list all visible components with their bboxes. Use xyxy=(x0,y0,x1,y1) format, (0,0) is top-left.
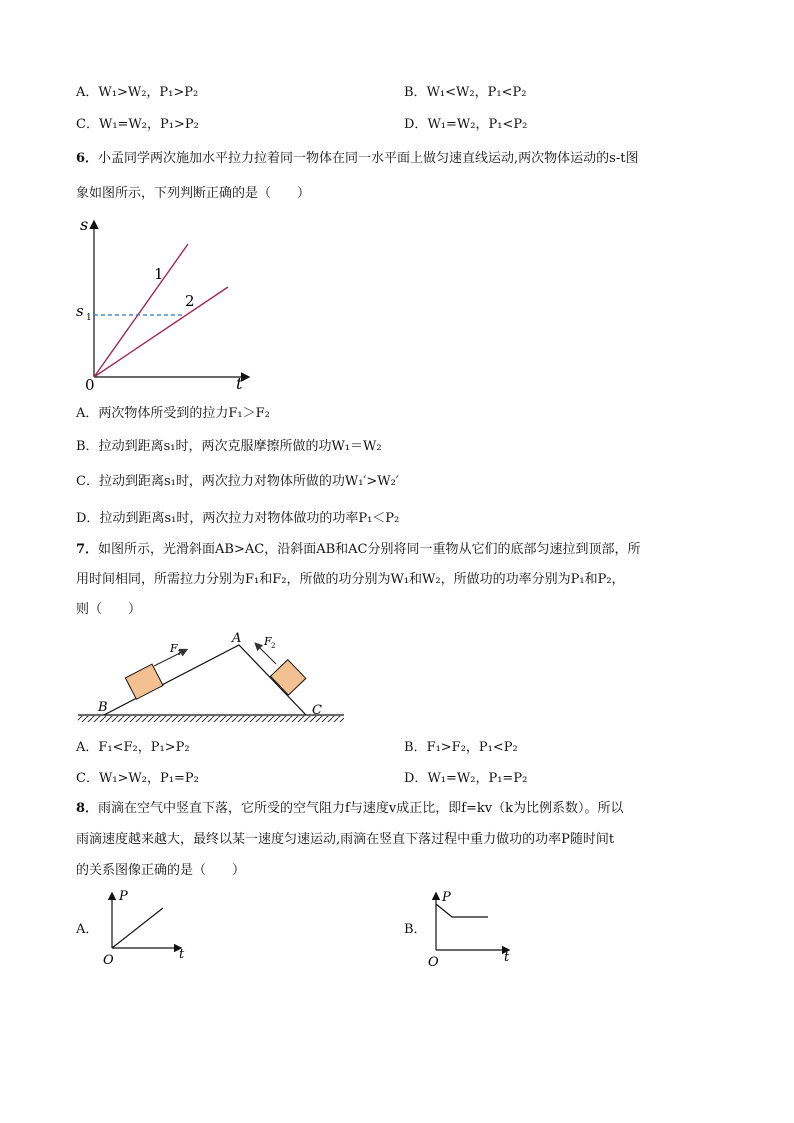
q7-f2-label: F xyxy=(264,635,272,648)
q8-number: 8． xyxy=(76,801,99,816)
q5-option-a-label: A． xyxy=(76,85,99,100)
q6-s1-sub: 1 xyxy=(86,313,92,323)
q8a-p-label: P xyxy=(119,889,128,904)
q7-option-c-label: C． xyxy=(76,771,99,786)
q6-line-2-label: 2 xyxy=(185,292,195,310)
q6-stem-line2: 象如图所示，下列判断正确的是（ ） xyxy=(76,186,311,201)
q7-block-ac xyxy=(270,660,305,695)
q8a-curve xyxy=(112,908,163,948)
q8-stem-line3: 的关系图像正确的是（ ） xyxy=(76,863,246,878)
q6-option-c-label: C． xyxy=(76,474,99,489)
q8-stem-line2: 雨滴速度越来越大，最终以某一速度匀速运动,雨滴在竖直下落过程中重力做功的功率P随时间t xyxy=(76,832,615,847)
q5-option-a[interactable] xyxy=(76,84,198,102)
q6-option-d-text: 拉动到距离s₁时，两次拉力对物体做功的功率P₁＜P₂ xyxy=(99,511,400,526)
q5-option-d-label: D． xyxy=(404,117,428,132)
q7-f1-label: F xyxy=(170,642,178,655)
q7-label-a: A xyxy=(232,631,242,646)
q7-stem-text1: 如图所示，光滑斜面AB>AC，沿斜面AB和AC分别将同一重物从它们的底部匀速拉到顶部，所 xyxy=(98,542,641,557)
q6-option-a-text: 两次物体所受到的拉力F₁＞F₂ xyxy=(98,406,270,421)
q6-option-d-label: D． xyxy=(76,511,100,526)
q5-option-c-label: C． xyxy=(76,117,99,132)
q7-incline-figure xyxy=(74,628,350,728)
q6-option-b[interactable] xyxy=(76,438,382,456)
q8b-p-label: P xyxy=(442,890,451,905)
q7-label-b: B xyxy=(98,700,108,715)
q6-option-b-label: B． xyxy=(76,439,99,454)
q7-f2-sub: 2 xyxy=(271,642,276,650)
q6-stem-text1: 小孟同学两次施加水平拉力拉着同一物体在同一水平面上做匀速直线运动,两次物体运动的s-t图 xyxy=(98,151,639,166)
q8a-t-label: t xyxy=(179,947,185,962)
q8b-curve xyxy=(436,904,488,917)
q8-stem-text1: 雨滴在空气中竖直下落，它所受的空气阻力f与速度v成正比，即f=kv（k为比例系数）。所以 xyxy=(98,801,624,816)
q5-option-b-label: B． xyxy=(404,85,427,100)
q7-f1-sub: 1 xyxy=(177,649,182,657)
q8b-t-label: t xyxy=(504,950,510,965)
q6-line-1-label: 1 xyxy=(154,265,164,283)
q7-number: 7． xyxy=(76,542,99,557)
q8a-origin-label: O xyxy=(103,953,114,968)
q5-option-b[interactable] xyxy=(404,84,526,102)
q6-option-c-text: 拉动到距离s₁时，两次拉力对物体所做的功W₁′>W₂′ xyxy=(98,474,399,489)
q7-option-a-text: F₁<F₂，P₁>P₂ xyxy=(98,740,190,755)
q5-option-c-text: W₁=W₂，P₁>P₂ xyxy=(98,117,199,132)
q7-option-a[interactable] xyxy=(76,739,190,757)
q7-option-b-text: F₁>F₂，P₁<P₂ xyxy=(426,740,518,755)
q7-option-d[interactable] xyxy=(404,770,527,788)
q6-y-axis-label: s xyxy=(80,215,89,234)
q5-option-b-text: W₁<W₂，P₁<P₂ xyxy=(426,85,527,100)
q8-option-b-graph xyxy=(424,886,524,968)
q5-option-c[interactable] xyxy=(76,116,199,134)
q5-option-d-text: W₁=W₂，P₁<P₂ xyxy=(427,117,528,132)
q6-line-2 xyxy=(94,287,228,377)
q6-st-graph xyxy=(70,212,260,392)
q7-option-d-text: W₁=W₂，P₁=P₂ xyxy=(427,771,528,786)
q5-option-a-text: W₁>W₂，P₁>P₂ xyxy=(98,85,199,100)
q6-option-c[interactable] xyxy=(76,473,399,491)
q7-block-ab xyxy=(125,664,163,699)
q7-option-b[interactable] xyxy=(404,739,518,757)
q8-option-a-label: A． xyxy=(76,922,99,937)
q5-option-d[interactable] xyxy=(404,116,527,134)
q7-option-a-label: A． xyxy=(76,740,99,755)
q6-option-d[interactable] xyxy=(76,510,399,528)
q7-stem-line3: 则（ ） xyxy=(76,602,142,617)
q7-ground-hatch xyxy=(78,716,344,722)
q7-option-c[interactable] xyxy=(76,770,199,788)
q7-option-b-label: B． xyxy=(404,740,427,755)
q6-origin-label: 0 xyxy=(85,376,95,392)
q6-line-1 xyxy=(94,244,188,377)
q8-stem-line1 xyxy=(76,800,624,818)
q7-label-c: C xyxy=(312,703,322,718)
q6-number: 6． xyxy=(76,151,99,166)
q7-option-c-text: W₁>W₂，P₁=P₂ xyxy=(98,771,199,786)
q7-stem-line1 xyxy=(76,541,641,559)
q8-option-a-graph xyxy=(100,886,200,968)
q6-option-b-text: 拉动到距离s₁时，两次克服摩擦所做的功W₁＝W₂ xyxy=(98,439,382,454)
q8-option-b-label: B． xyxy=(404,922,427,937)
q7-stem-line2: 用时间相同，所需拉力分别为F₁和F₂，所做的功分别为W₁和W₂，所做功的功率分别为P₁和P₂， xyxy=(76,572,625,587)
q6-option-a[interactable] xyxy=(76,405,270,423)
q6-x-axis-label: t xyxy=(236,374,243,392)
q6-s1-label: s xyxy=(76,302,84,320)
q7-option-d-label: D． xyxy=(404,771,428,786)
q8b-origin-label: O xyxy=(428,955,439,968)
q6-option-a-label: A． xyxy=(76,406,99,421)
q6-stem-line1 xyxy=(76,150,638,168)
q8-option-a[interactable] xyxy=(76,921,98,939)
